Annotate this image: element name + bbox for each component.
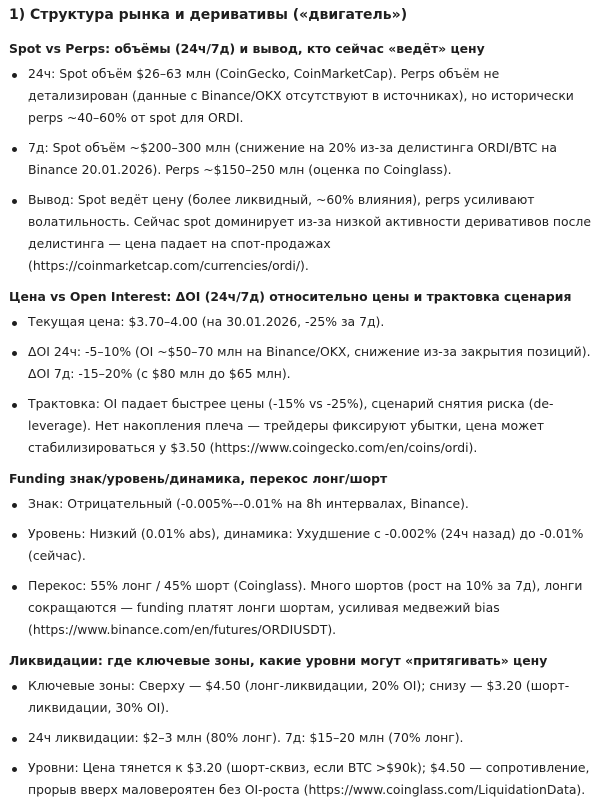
section-heading: Spot vs Perps: объёмы (24ч/7д) и вывод, кто сейчас «ведёт» цену — [9, 41, 485, 56]
bullet-list — [9, 311, 594, 459]
section-heading: Ликвидации: где ключевые зоны, какие уровни могут «притягивать» цену — [9, 653, 548, 668]
list-item: ΔOI 24ч: -5–10% (OI ~$50–70 млн на Binance/OKX, снижение из-за закрытия позиций). ΔOI 7д: -15–20% (с $80 млн до $65 млн). — [9, 341, 594, 385]
list-item: Трактовка: OI падает быстрее цены (-15% vs -25%), сценарий снятия риска (de-leverage). Нет накопления плеча — трейдеры фиксируют убытки, цена может стабилизироваться у $3.50 (https://www.coingecko.com/en/coins/ordi). — [9, 393, 594, 459]
section-liquidations — [9, 651, 594, 801]
list-item: Текущая цена: $3.70–4.00 (на 30.01.2026, -25% за 7д). — [9, 311, 594, 333]
document-title: 1) Структура рынка и деривативы («двигатель») — [9, 7, 408, 23]
list-item: Ключевые зоны: Сверху — $4.50 (лонг-ликвидации, 20% OI); снизу — $3.20 (шорт-ликвидации, 30% OI). — [9, 675, 594, 719]
section-spot-vs-perps — [9, 39, 594, 277]
list-item: Уровни: Цена тянется к $3.20 (шорт-сквиз, если BTC >$90k); $4.50 — сопротивление, прорыв вверх маловероятен без OI-роста (https://www.coinglass.com/LiquidationData). — [9, 757, 594, 801]
section-funding — [9, 469, 594, 641]
list-item: Вывод: Spot ведёт цену (более ликвидный, ~60% влияния), perps усиливают волатильность. Сейчас spot доминирует из-за низкой активности деривативов после делистинга — цена падает на спот-продажах (https://coinmarketcap.com/currencies/ordi/). — [9, 189, 594, 277]
section-heading: Цена vs Open Interest: ΔOI (24ч/7д) относительно цены и трактовка сценария — [9, 289, 572, 304]
list-item: 24ч ликвидации: $2–3 млн (80% лонг). 7д: $15–20 млн (70% лонг). — [9, 727, 594, 749]
bullet-list — [9, 63, 594, 277]
bullet-list — [9, 493, 594, 641]
list-item: Знак: Отрицательный (-0.005%–-0.01% на 8h интервалах, Binance). — [9, 493, 594, 515]
bullet-list — [9, 675, 594, 801]
list-item: Уровень: Низкий (0.01% abs), динамика: Ухудшение с -0.002% (24ч назад) до -0.01% (сейчас). — [9, 523, 594, 567]
list-item: 24ч: Spot объём $26–63 млн (CoinGecko, CoinMarketCap). Perps объём не детализирован (данные с Binance/OKX отсутствуют в источниках), но исторически perps ~40–60% от spot для ORDI. — [9, 63, 594, 129]
list-item: Перекос: 55% лонг / 45% шорт (Coinglass). Много шортов (рост на 10% за 7д), лонги сокращаются — funding платят лонги шортам, усиливая медвежий bias (https://www.binance.com/en/futures/ORDIUSDT). — [9, 575, 594, 641]
section-price-vs-oi — [9, 287, 594, 459]
section-heading: Funding знак/уровень/динамика, перекос лонг/шорт — [9, 471, 388, 486]
list-item: 7д: Spot объём ~$200–300 млн (снижение на 20% из-за делистинга ORDI/BTC на Binance 20.01.2026). Perps ~$150–250 млн (оценка по Coinglass). — [9, 137, 594, 181]
